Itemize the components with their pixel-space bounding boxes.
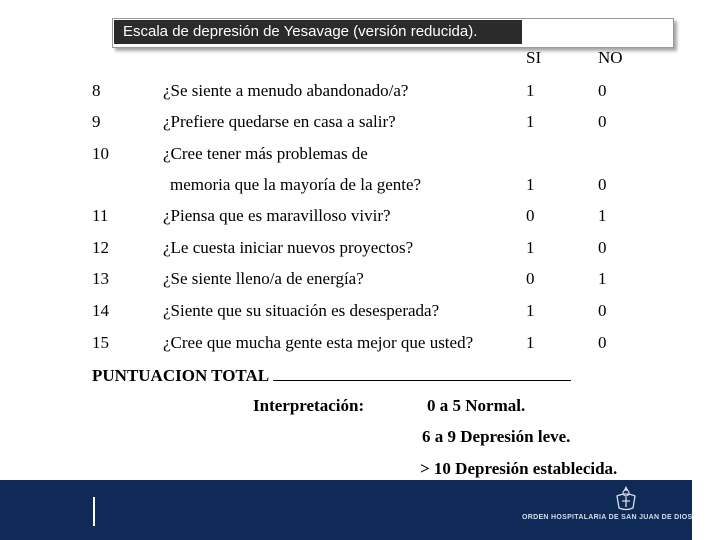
slide-title: Escala de depresión de Yesavage (versión reducida). [114,20,522,44]
row-si-value: 0 [526,269,535,288]
row-si-value: 1 [526,81,535,100]
row-si-value: 1 [526,301,535,320]
row-number: 10 [92,144,109,163]
order-crest-icon [611,484,641,512]
total-score-blank [273,366,571,381]
row-number: 9 [92,112,101,131]
row-no-value: 1 [598,206,607,225]
row-question: ¿Cree que mucha gente esta mejor que usted? [163,333,474,352]
row-number: 13 [92,269,109,288]
row-question: ¿Le cuesta iniciar nuevos proyectos? [163,238,414,257]
row-si-value: 1 [526,112,535,131]
row-number: 14 [92,301,109,320]
row-si-value: 1 [526,238,535,257]
row-question: ¿Se siente a menudo abandonado/a? [163,81,409,100]
footer-edge [692,480,720,540]
row-no-value: 0 [598,112,607,131]
row-no-value: 0 [598,301,607,320]
interpretation-established: > 10 Depresión establecida. [420,459,618,478]
row-number: 15 [92,333,109,352]
row-no-value: 1 [598,269,607,288]
row-question: ¿Siente que su situación es desesperada? [163,301,440,320]
column-header-si: SI [526,48,542,67]
total-score [92,366,571,386]
row-si-value: 1 [526,333,535,352]
interpretation-normal: 0 a 5 Normal. [427,396,526,415]
row-si-value: 1 [526,175,535,194]
row-number: 12 [92,238,109,257]
interpretation-label: Interpretación: [253,396,365,415]
row-no-value: 0 [598,238,607,257]
row-no-value: 0 [598,333,607,352]
row-number: 8 [92,81,101,100]
row-no-value: 0 [598,81,607,100]
footer-org-name: ORDEN HOSPITALARIA DE SAN JUAN DE DIOS [522,514,693,521]
row-si-value: 0 [526,206,535,225]
row-question: ¿Prefiere quedarse en casa a salir? [163,112,396,131]
row-question: ¿Cree tener más problemas de [163,144,368,163]
row-question: ¿Piensa que es maravilloso vivir? [163,206,391,225]
row-question: ¿Se siente lleno/a de energía? [163,269,364,288]
row-no-value: 0 [598,175,607,194]
total-score-label: PUNTUACION TOTAL [92,366,270,385]
row-number: 11 [92,206,109,225]
row-question-continuation: memoria que la mayoría de la gente? [170,175,422,194]
footer-divider [93,497,95,526]
column-header-no: NO [598,48,623,67]
interpretation-mild: 6 a 9 Depresión leve. [422,427,571,446]
title-box [112,18,674,48]
